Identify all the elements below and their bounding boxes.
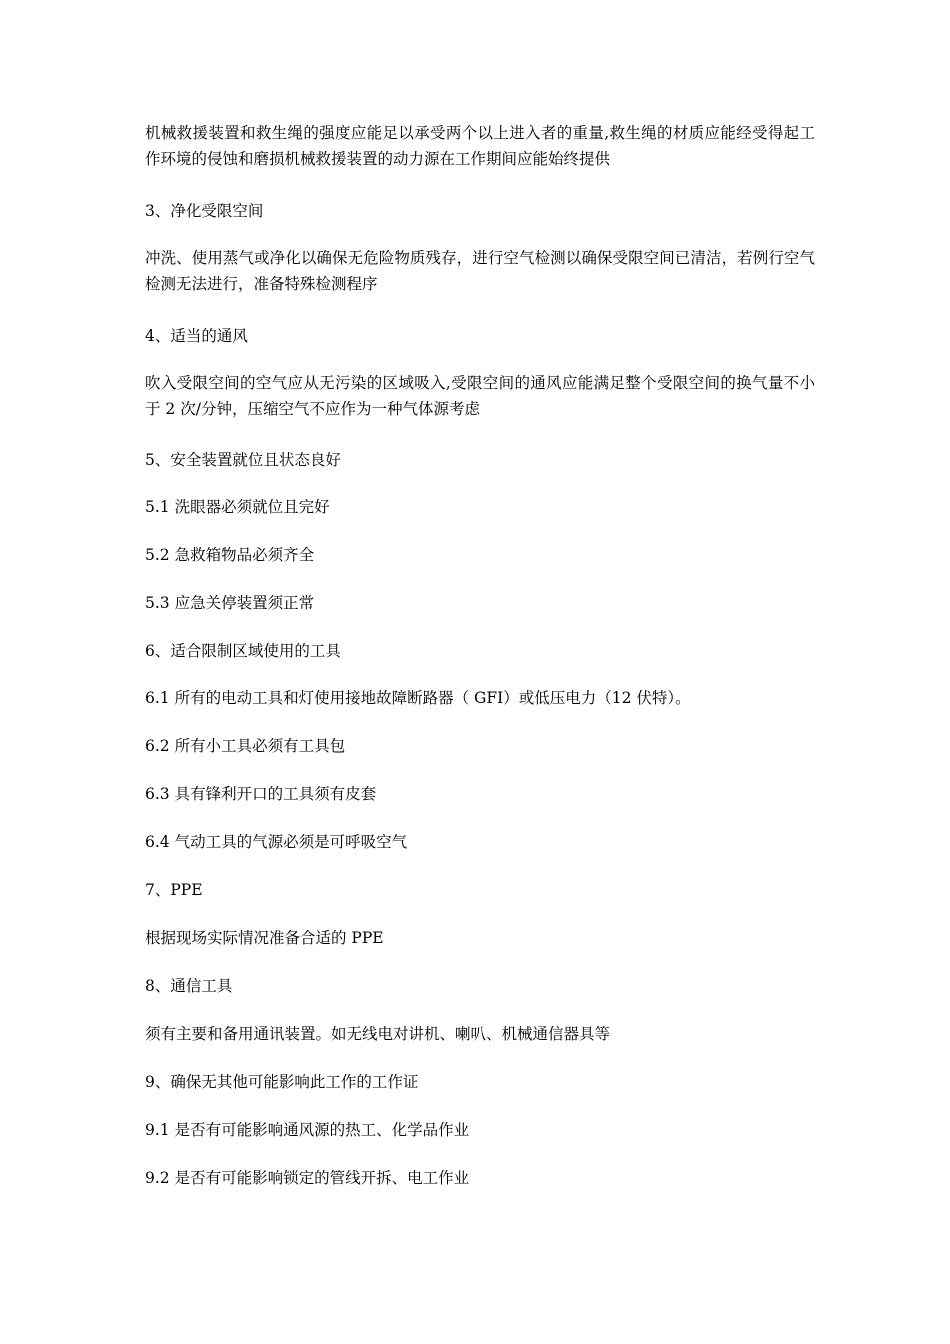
paragraph-communication: 须有主要和备用通讯装置。如无线电对讲机、喇叭、机械通信器具等 [145,1025,611,1043]
heading-purify-space: 3、净化受限空间 [145,202,264,220]
item-first-aid: 5.2 急救箱物品必须齐全 [145,546,315,564]
heading-tools: 6、适合限制区域使用的工具 [145,642,341,660]
item-eyewash: 5.1 洗眼器必须就位且完好 [145,498,330,516]
heading-ventilation: 4、适当的通风 [145,327,248,345]
heading-safety-devices: 5、安全装置就位且状态良好 [145,451,341,469]
paragraph-ventilation: 吹入受限空间的空气应从无污染的区域吸入,受限空间的通风应能满足整个受限空间的换气量不小于 2 次/分钟，压缩空气不应作为一种气体源考虑 [145,374,815,418]
paragraph-purify-space: 冲洗、使用蒸气或净化以确保无危险物质残存，进行空气检测以确保受限空间已清洁，若例行空气检测无法进行，准备特殊检测程序 [145,249,815,293]
item-hot-work: 9.1 是否有可能影响通风源的热工、化学品作业 [145,1121,470,1139]
heading-work-permits: 9、确保无其他可能影响此工作的工作证 [145,1073,419,1091]
item-tool-bag: 6.2 所有小工具必须有工具包 [145,737,346,755]
paragraph-rescue-equipment: 机械救援装置和救生绳的强度应能足以承受两个以上进入者的重量,救生绳的材质应能经受得起工作环境的侵蚀和磨损机械救援装置的动力源在工作期间应能始终提供 [145,124,815,168]
heading-ppe: 7、PPE [145,881,203,899]
item-emergency-shutdown: 5.3 应急关停装置须正常 [145,594,315,612]
item-sharp-tools: 6.3 具有锋利开口的工具须有皮套 [145,785,377,803]
item-line-breaking: 9.2 是否有可能影响锁定的管线开拆、电工作业 [145,1169,470,1187]
paragraph-ppe: 根据现场实际情况准备合适的 PPE [145,929,384,947]
item-electric-tools: 6.1 所有的电动工具和灯使用接地故障断路器（ GFI）或低压电力（12 伏特）。 [145,689,691,707]
heading-communication: 8、通信工具 [145,977,233,995]
item-pneumatic-tools: 6.4 气动工具的气源必须是可呼吸空气 [145,833,408,851]
